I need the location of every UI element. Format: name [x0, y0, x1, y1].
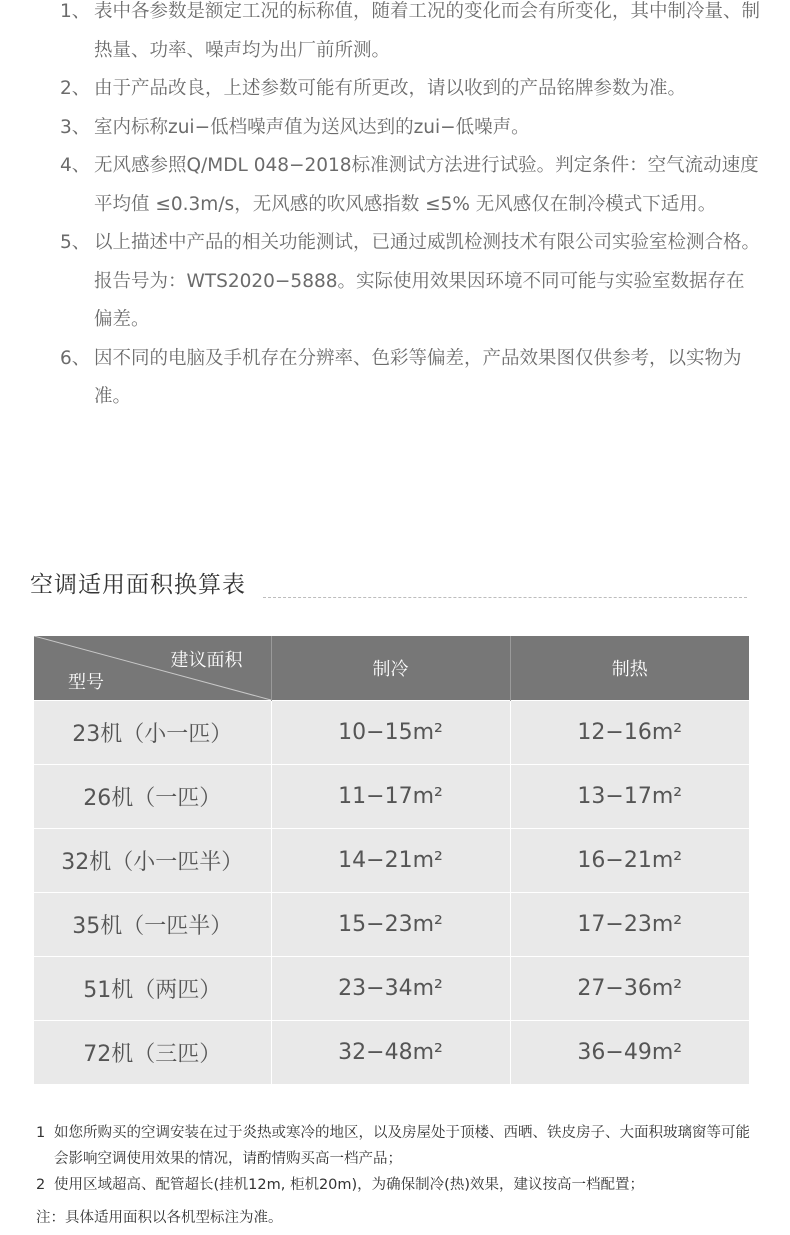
model-cell: 32机（小一匹半） [34, 829, 271, 893]
note-text: 以上描述中产品的相关功能测试，已通过威凯检测技术有限公司实验室检测合格。报告号为：WTS2020−5888。实际使用效果因环境不同可能与实验室数据存在偏差。 [94, 232, 761, 330]
note-number: 6、 [60, 347, 91, 369]
cooling-area-cell: 15−23m² [271, 893, 510, 957]
model-cell: 26机（一匹） [34, 765, 271, 829]
header-area-label: 建议面积 [170, 650, 243, 671]
table-row [34, 765, 749, 829]
table-row [34, 701, 749, 765]
model-cell: 35机（一匹半） [34, 893, 271, 957]
heating-area-cell: 16−21m² [510, 829, 749, 893]
heating-area-cell: 12−16m² [510, 701, 749, 765]
table-row [34, 893, 749, 957]
note-item [60, 70, 760, 109]
note-text: 室内标称zui−低档噪声值为送风达到的zui−低噪声。 [94, 116, 530, 138]
note-item [60, 340, 760, 417]
note-number: 3、 [60, 116, 91, 138]
heating-area-cell: 27−36m² [510, 957, 749, 1021]
note-text: 因不同的电脑及手机存在分辨率、色彩等偏差，产品效果图仅供参考，以实物为准。 [94, 347, 742, 407]
footnote-item [36, 1120, 756, 1172]
model-cell: 51机（两匹） [34, 957, 271, 1021]
cooling-area-cell: 32−48m² [271, 1021, 510, 1085]
heating-area-cell: 13−17m² [510, 765, 749, 829]
note-number: 4、 [60, 155, 91, 176]
cooling-area-cell: 14−21m² [271, 829, 510, 893]
cooling-area-cell: 10−15m² [271, 701, 510, 765]
note-item [60, 224, 760, 340]
table-header-row [34, 636, 749, 701]
note-number: 2、 [60, 78, 91, 99]
header-model-label: 型号 [68, 672, 104, 693]
note-item [60, 0, 760, 70]
footnote-text: 如您所购买的空调安装在过于炎热或寒冷的地区，以及房屋处于顶楼、西晒、铁皮房子、大面积玻璃窗等可能会影响空调使用效果的情况，请酌情购买高一档产品； [54, 1125, 750, 1167]
title-divider [263, 597, 747, 598]
heating-area-cell: 17−23m² [510, 893, 749, 957]
note-number: 1、 [60, 1, 91, 22]
final-note: 注：具体适用面积以各机型标注为准。 [36, 1210, 283, 1226]
footnote-number: 1 [36, 1125, 46, 1141]
header-cooling: 制冷 [271, 636, 510, 701]
note-item [60, 109, 760, 148]
footnote-text: 使用区域超高、配管超长(挂机12m, 柜机20m)，为确保制冷(热)效果，建议按高一档配置； [54, 1177, 644, 1193]
note-text: 由于产品改良，上述参数可能有所更改，请以收到的产品铭牌参数为准。 [94, 78, 687, 99]
note-text: 无风感参照Q/MDL 048−2018标准测试方法进行试验。判定条件：空气流动速度平均值 ≤0.3m/s，无风感的吹风感指数 ≤5% 无风感仅在制冷模式下适用。 [94, 155, 759, 215]
table-row [34, 829, 749, 893]
table-row [34, 1021, 749, 1085]
note-number: 5、 [60, 232, 91, 253]
footnote-item [36, 1172, 756, 1198]
note-item [60, 147, 760, 224]
cooling-area-cell: 11−17m² [271, 765, 510, 829]
diagonal-header-cell [34, 636, 271, 701]
heating-area-cell: 36−49m² [510, 1021, 749, 1085]
area-conversion-table [34, 636, 749, 1084]
cooling-area-cell: 23−34m² [271, 957, 510, 1021]
notes-list [60, 0, 760, 417]
footnotes [36, 1120, 756, 1231]
model-cell: 72机（三匹） [34, 1021, 271, 1085]
footnote-number: 2 [36, 1177, 46, 1193]
header-heating: 制热 [510, 636, 749, 701]
section-title: 空调适用面积换算表 [30, 572, 246, 598]
note-text: 表中各参数是额定工况的标称值，随着工况的变化而会有所变化，其中制冷量、制热量、功率、噪声均为出厂前所测。 [94, 1, 761, 61]
model-cell: 23机（小一匹） [34, 701, 271, 765]
table-row [34, 957, 749, 1021]
